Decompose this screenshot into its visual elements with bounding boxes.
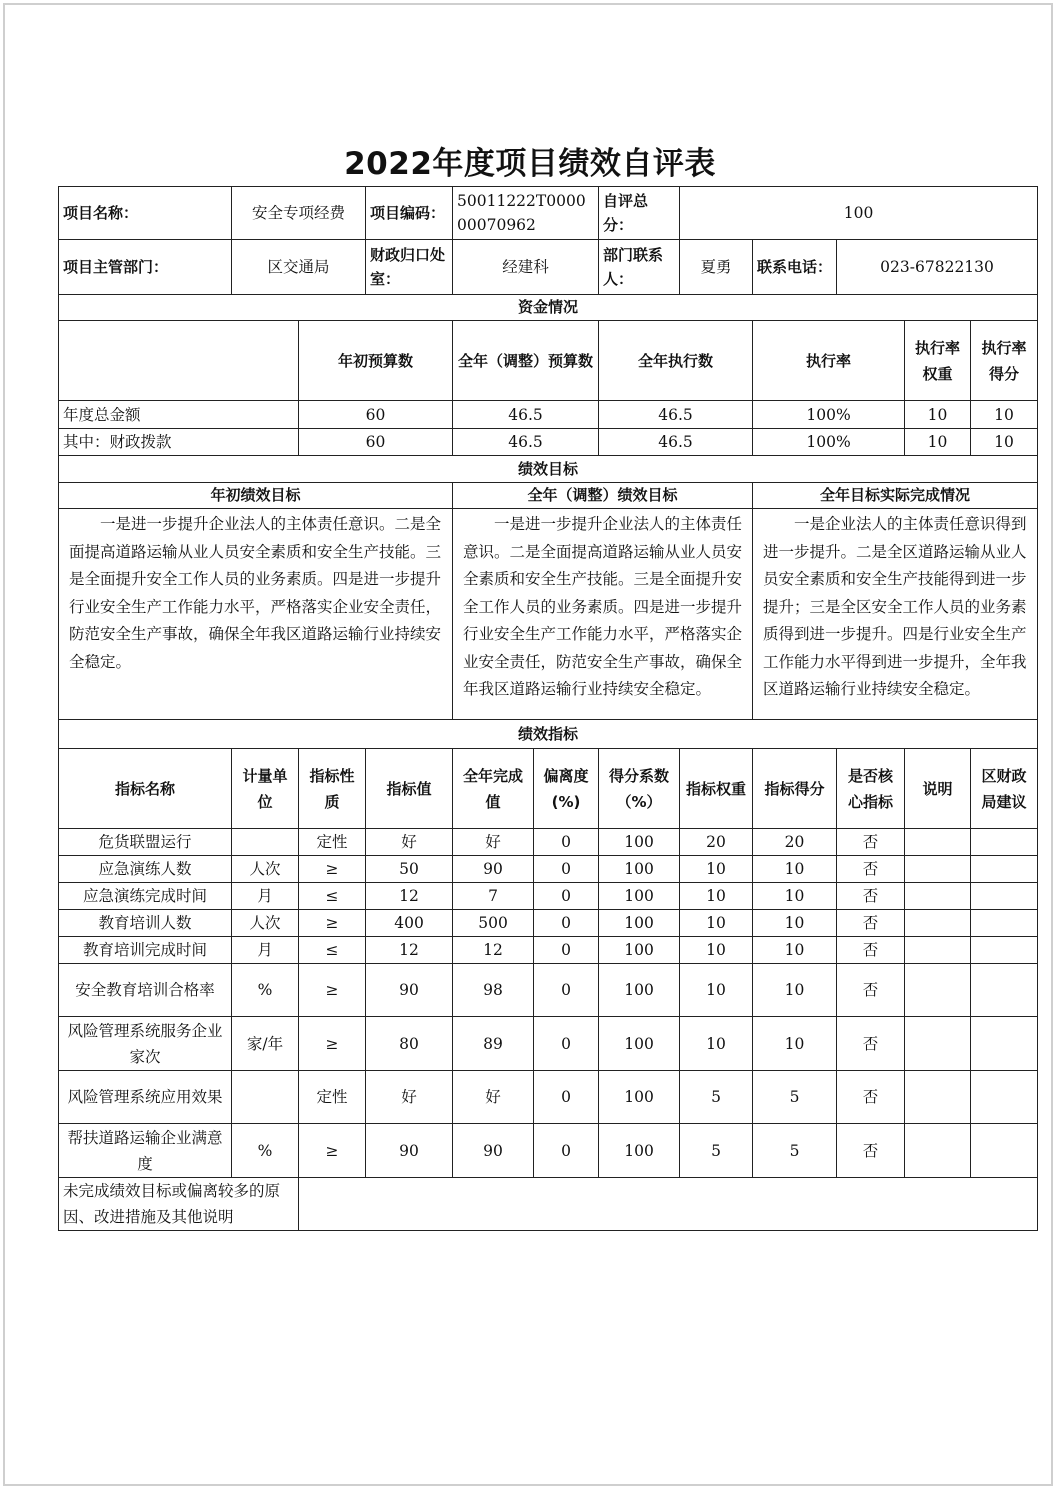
ind-header-coefficient: 得分系数（%）	[599, 749, 680, 829]
ind-cell: 90	[366, 964, 453, 1017]
ind-cell: ≥	[299, 1124, 366, 1178]
table-row	[59, 910, 1038, 937]
ind-cell: %	[232, 1124, 299, 1178]
funds-cell: 100%	[753, 401, 905, 429]
ind-cell: 100	[599, 1124, 680, 1178]
funds-header-initial-budget: 年初预算数	[299, 321, 453, 401]
ind-cell: 50	[366, 856, 453, 883]
ind-cell: 400	[366, 910, 453, 937]
ind-cell: 定性	[299, 1071, 366, 1124]
ind-cell: 0	[534, 1071, 599, 1124]
contact-value: 夏勇	[680, 240, 753, 295]
ind-cell	[971, 1071, 1038, 1124]
ind-cell: ≥	[299, 856, 366, 883]
ind-cell	[971, 937, 1038, 964]
ind-cell: 90	[366, 1124, 453, 1178]
ind-cell	[971, 1124, 1038, 1178]
ind-cell: 月	[232, 937, 299, 964]
ind-header-name: 指标名称	[59, 749, 232, 829]
table-row	[59, 856, 1038, 883]
ind-cell	[971, 1017, 1038, 1071]
ind-cell: ≥	[299, 964, 366, 1017]
ind-cell: ≤	[299, 883, 366, 910]
ind-cell	[905, 883, 971, 910]
funds-cell: 10	[971, 401, 1038, 429]
funds-cell: 46.5	[453, 401, 599, 429]
ind-cell: 10	[753, 1017, 837, 1071]
indicators-header-row	[59, 749, 1038, 829]
ind-cell: 0	[534, 910, 599, 937]
ind-cell: 人次	[232, 910, 299, 937]
ind-cell: 危货联盟运行	[59, 829, 232, 856]
funds-header-execution: 全年执行数	[599, 321, 753, 401]
note-row	[59, 1178, 1038, 1231]
ind-cell: 90	[453, 1124, 534, 1178]
table-row	[59, 937, 1038, 964]
ind-cell: 100	[599, 1017, 680, 1071]
funds-cell: 10	[905, 401, 971, 429]
ind-cell: 人次	[232, 856, 299, 883]
funds-cell: 10	[905, 429, 971, 456]
ind-cell: 否	[837, 964, 905, 1017]
table-row	[59, 1124, 1038, 1178]
ind-cell: ≥	[299, 1017, 366, 1071]
ind-cell: 否	[837, 937, 905, 964]
self-score-label: 自评总分：	[599, 187, 680, 240]
ind-cell: ≤	[299, 937, 366, 964]
ind-header-unit: 计量单位	[232, 749, 299, 829]
ind-cell: 12	[366, 937, 453, 964]
ind-cell: 应急演练完成时间	[59, 883, 232, 910]
table-row	[59, 829, 1038, 856]
funds-section-title: 资金情况	[59, 295, 1038, 321]
ind-cell: 7	[453, 883, 534, 910]
ind-cell: 10	[680, 964, 753, 1017]
ind-cell: 安全教育培训合格率	[59, 964, 232, 1017]
ind-header-suggestion: 区财政局建议	[971, 749, 1038, 829]
dept-value: 区交通局	[232, 240, 366, 295]
indicators-section-title: 绩效指标	[59, 720, 1038, 749]
ind-cell: 98	[453, 964, 534, 1017]
ind-cell: 100	[599, 856, 680, 883]
ind-header-completed: 全年完成值	[453, 749, 534, 829]
ind-cell	[905, 856, 971, 883]
funds-header-blank	[59, 321, 299, 401]
ind-cell	[905, 964, 971, 1017]
ind-cell: 20	[753, 829, 837, 856]
ind-cell: 否	[837, 1017, 905, 1071]
phone-label: 联系电话：	[753, 240, 837, 295]
goals-text-initial: 一是进一步提升企业法人的主体责任意识。二是全面提高道路运输从业人员安全素质和安全生产技能。三是全面提升安全工作人员的业务素质。四是进一步提升行业安全生产工作能力水平，严格落实企业安全责任，防范安全生产事故，确保全年我区道路运输行业持续安全稳定。	[59, 509, 453, 720]
ind-cell: 月	[232, 883, 299, 910]
ind-cell	[905, 1017, 971, 1071]
ind-cell: 80	[366, 1017, 453, 1071]
funds-cell: 60	[299, 429, 453, 456]
ind-cell: 0	[534, 964, 599, 1017]
ind-cell: 否	[837, 829, 905, 856]
ind-cell: 否	[837, 910, 905, 937]
ind-cell: 5	[753, 1124, 837, 1178]
ind-cell: 10	[680, 883, 753, 910]
ind-cell	[905, 1124, 971, 1178]
ind-header-core: 是否核心指标	[837, 749, 905, 829]
self-score-value: 100	[680, 187, 1038, 240]
ind-cell: 0	[534, 1017, 599, 1071]
project-code-label: 项目编码：	[366, 187, 453, 240]
ind-header-deviation: 偏离度(%)	[534, 749, 599, 829]
ind-cell: %	[232, 964, 299, 1017]
ind-cell: 100	[599, 964, 680, 1017]
ind-cell: 好	[366, 829, 453, 856]
goals-header-actual: 全年目标实际完成情况	[753, 483, 1038, 509]
ind-cell	[905, 829, 971, 856]
note-value	[299, 1178, 1038, 1231]
ind-cell: 100	[599, 883, 680, 910]
goals-section-title: 绩效目标	[59, 456, 1038, 483]
ind-cell: 风险管理系统应用效果	[59, 1071, 232, 1124]
ind-cell: 应急演练人数	[59, 856, 232, 883]
ind-cell: 5	[753, 1071, 837, 1124]
ind-cell: 10	[680, 1017, 753, 1071]
ind-cell: 0	[534, 856, 599, 883]
funds-cell: 10	[971, 429, 1038, 456]
ind-cell: 20	[680, 829, 753, 856]
ind-cell: 90	[453, 856, 534, 883]
ind-cell	[971, 883, 1038, 910]
ind-cell	[232, 829, 299, 856]
ind-cell: 10	[680, 937, 753, 964]
goals-header-initial: 年初绩效目标	[59, 483, 453, 509]
ind-cell: 定性	[299, 829, 366, 856]
ind-cell: 0	[534, 883, 599, 910]
ind-cell: 10	[680, 856, 753, 883]
ind-cell: 好	[453, 1071, 534, 1124]
ind-cell	[232, 1071, 299, 1124]
ind-cell: 12	[366, 883, 453, 910]
ind-cell: ≥	[299, 910, 366, 937]
ind-cell: 教育培训完成时间	[59, 937, 232, 964]
ind-cell	[905, 937, 971, 964]
ind-cell: 100	[599, 829, 680, 856]
ind-header-target: 指标值	[366, 749, 453, 829]
ind-cell: 帮扶道路运输企业满意度	[59, 1124, 232, 1178]
ind-cell: 10	[753, 937, 837, 964]
project-name-label: 项目名称：	[59, 187, 232, 240]
ind-header-score: 指标得分	[753, 749, 837, 829]
funds-cell: 46.5	[453, 429, 599, 456]
ind-cell: 家/年	[232, 1017, 299, 1071]
ind-cell: 0	[534, 1124, 599, 1178]
goals-text-actual: 一是企业法人的主体责任意识得到进一步提升。二是全区道路运输从业人员安全素质和安全生产技能得到进一步提升；三是全区安全工作人员的业务素质得到进一步提升。四是行业安全生产工作能力水平得到进一步提升，全年我区道路运输行业持续安全稳定。	[753, 509, 1038, 720]
table-row	[59, 883, 1038, 910]
project-name-value: 安全专项经费	[232, 187, 366, 240]
ind-cell	[905, 910, 971, 937]
ind-cell: 100	[599, 1071, 680, 1124]
finance-office-value: 经建科	[453, 240, 599, 295]
ind-cell: 89	[453, 1017, 534, 1071]
ind-cell: 12	[453, 937, 534, 964]
finance-office-label: 财政归口处室：	[366, 240, 453, 295]
funds-cell: 100%	[753, 429, 905, 456]
ind-cell: 10	[753, 964, 837, 1017]
ind-header-nature: 指标性质	[299, 749, 366, 829]
ind-cell: 5	[680, 1071, 753, 1124]
ind-cell: 否	[837, 856, 905, 883]
ind-cell: 10	[680, 910, 753, 937]
ind-cell: 100	[599, 910, 680, 937]
goals-header-adjusted: 全年（调整）绩效目标	[453, 483, 753, 509]
ind-cell	[971, 829, 1038, 856]
ind-header-weight: 指标权重	[680, 749, 753, 829]
evaluation-table	[58, 186, 1038, 1231]
ind-cell: 否	[837, 883, 905, 910]
funds-cell: 46.5	[599, 401, 753, 429]
ind-cell: 0	[534, 937, 599, 964]
funds-header-execution-rate: 执行率	[753, 321, 905, 401]
ind-header-note: 说明	[905, 749, 971, 829]
ind-cell: 10	[753, 856, 837, 883]
project-code-value: 50011222T000000070962	[453, 187, 599, 240]
goals-text-adjusted: 一是进一步提升企业法人的主体责任意识。二是全面提高道路运输从业人员安全素质和安全生产技能。三是全面提升安全工作人员的业务素质。四是进一步提升行业安全生产工作能力水平，严格落实企业安全责任，防范安全生产事故，确保全年我区道路运输行业持续安全稳定。	[453, 509, 753, 720]
ind-cell	[971, 910, 1038, 937]
funds-header-rate-weight: 执行率权重	[905, 321, 971, 401]
ind-cell: 教育培训人数	[59, 910, 232, 937]
ind-cell: 10	[753, 883, 837, 910]
ind-cell	[971, 964, 1038, 1017]
funds-header-rate-score: 执行率得分	[971, 321, 1038, 401]
table-row	[59, 964, 1038, 1017]
page-title: 2022年度项目绩效自评表	[344, 146, 716, 182]
phone-value: 023-67822130	[837, 240, 1038, 295]
ind-cell: 100	[599, 937, 680, 964]
ind-cell: 好	[453, 829, 534, 856]
funds-row-label: 其中：财政拨款	[59, 429, 299, 456]
funds-cell: 60	[299, 401, 453, 429]
ind-cell: 好	[366, 1071, 453, 1124]
ind-cell: 5	[680, 1124, 753, 1178]
ind-cell: 0	[534, 829, 599, 856]
funds-header-adjusted-budget: 全年（调整）预算数	[453, 321, 599, 401]
ind-cell: 否	[837, 1124, 905, 1178]
funds-row-label: 年度总金额	[59, 401, 299, 429]
ind-cell	[905, 1071, 971, 1124]
ind-cell: 10	[753, 910, 837, 937]
ind-cell: 500	[453, 910, 534, 937]
contact-label: 部门联系人：	[599, 240, 680, 295]
table-row	[59, 1017, 1038, 1071]
dept-label: 项目主管部门：	[59, 240, 232, 295]
ind-cell: 风险管理系统服务企业家次	[59, 1017, 232, 1071]
note-label: 未完成绩效目标或偏离较多的原因、改进措施及其他说明	[59, 1178, 299, 1231]
ind-cell: 否	[837, 1071, 905, 1124]
table-row	[59, 1071, 1038, 1124]
funds-cell: 46.5	[599, 429, 753, 456]
ind-cell	[971, 856, 1038, 883]
